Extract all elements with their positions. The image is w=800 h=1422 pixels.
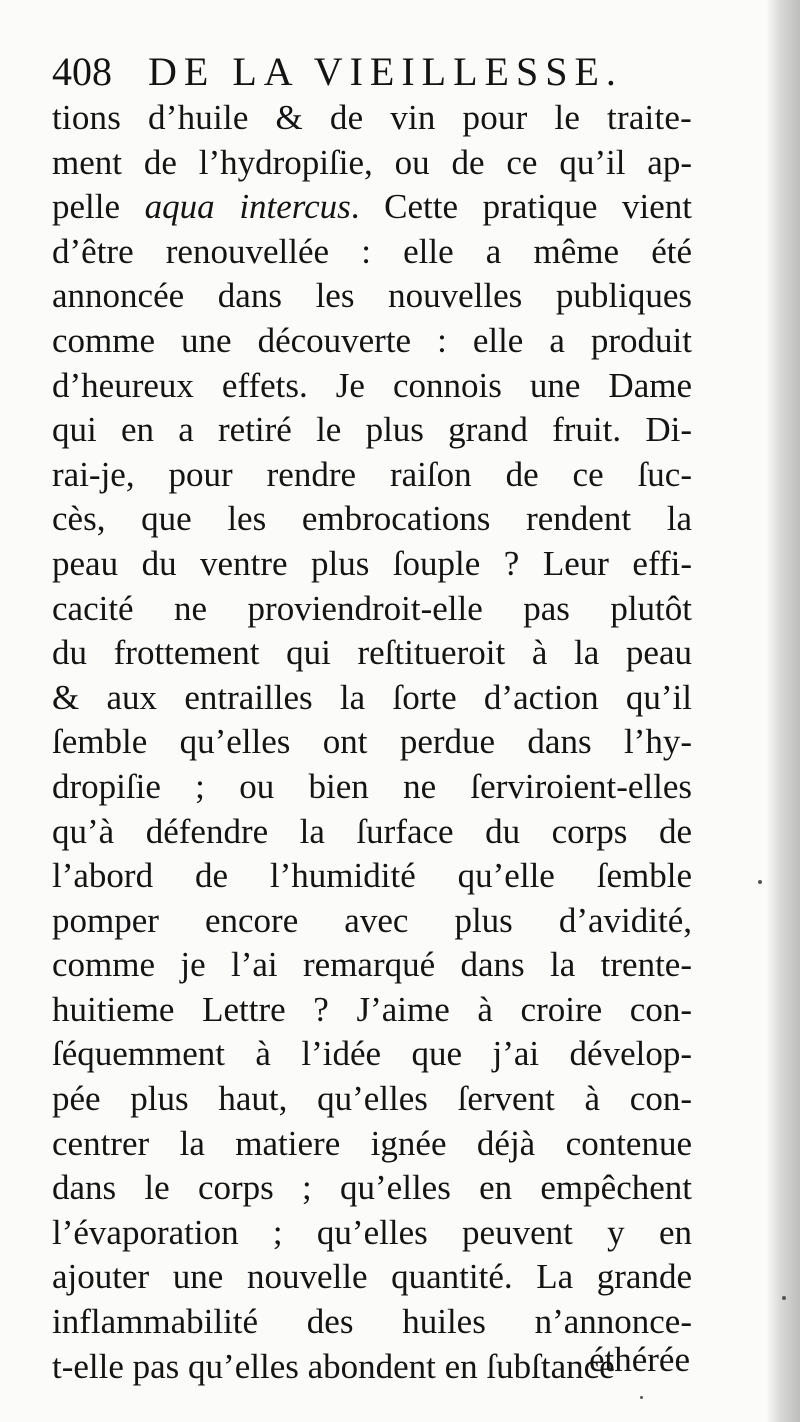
text-line: inflammabilité des huiles n’annonce- — [52, 1302, 692, 1342]
text-line: comme une découverte : elle a produit — [52, 320, 692, 360]
text-line: pée plus haut, qu’elles ſervent à con- — [52, 1079, 692, 1119]
text-line: tions d’huile & de vin pour le traite- — [52, 98, 692, 137]
text-line: comme je l’ai remarqué dans la trente- — [52, 945, 692, 985]
latin-term: aqua intercus — [144, 187, 351, 227]
page-number: 408 — [52, 49, 112, 94]
body-text — [52, 96, 692, 1389]
text-line: qui en a retiré le plus grand fruit. Di- — [52, 410, 692, 450]
text-line: qu’à défendre la ſurface du corps de — [52, 811, 692, 851]
ink-speck — [758, 880, 762, 884]
text-line: pomper encore avec plus d’avidité, — [52, 900, 692, 940]
text-line: d’être renouvellée : elle a même été — [52, 231, 692, 271]
text-run: pelle — [52, 187, 145, 227]
text-line: cès, que les embrocations rendent la — [52, 499, 692, 539]
text-line: annoncée dans les nouvelles publiques — [52, 276, 692, 316]
text-line: t-elle pas qu’elles abondent en ſubſtance — [52, 1346, 615, 1386]
running-header — [52, 48, 652, 96]
text-line: centrer la matiere ignée déjà contenue — [52, 1123, 692, 1163]
ink-speck — [782, 1296, 786, 1300]
text-line: d’heureux effets. Je connois une Dame — [52, 365, 692, 405]
text-line: dropiſie ; ou bien ne ſerviroient-elles — [52, 766, 692, 806]
text-line: huitieme Lettre ? J’aime à croire con- — [52, 989, 692, 1029]
page-gutter-shadow — [766, 0, 800, 1422]
text-line: ſemble qu’elles ont perdue dans l’hy- — [52, 722, 692, 762]
text-line: l’évaporation ; qu’elles peuvent y en — [52, 1212, 692, 1252]
text-line: peau du ventre plus ſouple ? Leur effi- — [52, 543, 692, 583]
text-line: l’abord de l’humidité qu’elle ſemble — [52, 856, 692, 896]
text-line: ſéquemment à l’idée que j’ai dévelop- — [52, 1034, 692, 1074]
running-title: DE LA VIEILLESSE. — [148, 49, 623, 94]
text-line: ajouter une nouvelle quantité. La grande — [52, 1257, 692, 1297]
text-line: du frottement qui reſtitueroit à la peau — [52, 633, 692, 673]
catchword: éthérée — [588, 1340, 690, 1379]
text-line: ment de l’hydropiſie, ou de ce qu’il ap- — [52, 142, 692, 182]
text-line: cacité ne proviendroit-elle pas plutôt — [52, 588, 692, 628]
ink-speck — [640, 1396, 643, 1399]
text-line: dans le corps ; qu’elles en empêchent — [52, 1168, 692, 1208]
text-line: rai-je, pour rendre raiſon de ce ſuc- — [52, 454, 692, 494]
text-line: & aux entrailles la ſorte d’action qu’il — [52, 677, 692, 717]
text-line — [52, 185, 692, 230]
text-run: . Cette pratique vient — [350, 187, 692, 227]
